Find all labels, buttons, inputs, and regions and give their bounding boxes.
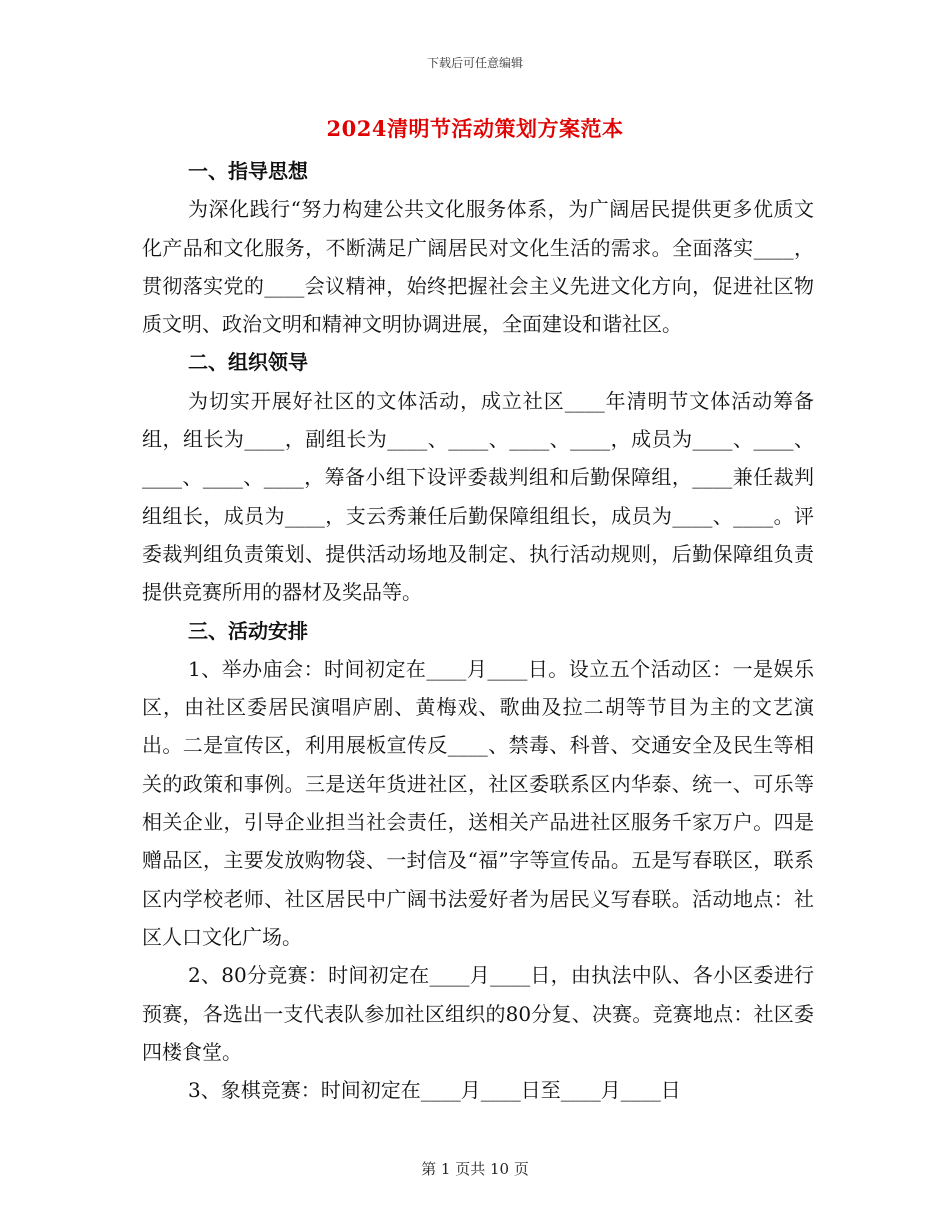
body-paragraph: 为切实开展好社区的文体活动，成立社区____年清明节文体活动筹备组，组长为____，副组长为____、____、____、____，成员为____、____、____、____、____，筹备小组下设评委裁判组和后勤保障组，____兼任裁判组组长，成员为____，支云秀兼任后勤保障组组长，成员为____、____。评委裁判组负责策划、提供活动场地及制定、执行活动规则，后勤保障组负责提供竞赛所用的器材及奖品等。: [142, 388, 814, 605]
page-footer: 第 1 页共 10 页: [421, 1160, 529, 1178]
body-paragraph: 为深化践行“努力构建公共文化服务体系，为广阔居民提供更多优质文化产品和文化服务，不断满足广阔居民对文化生活的需求。全面落实____，贯彻落实党的____会议精神，始终把握社会主义先进文化方向，促进社区物质文明、政治文明和精神文明协调进展，全面建设和谐社区。: [142, 197, 814, 337]
body-paragraph: 3、象棋竞赛：时间初定在____月____日至____月____日: [188, 1078, 681, 1103]
body-paragraph: 2、80分竞赛：时间初定在____月____日，由执法中队、各小区委进行预赛，各选出一支代表队参加社区组织的80分复、决赛。竞赛地点：社区委四楼食堂。: [142, 963, 814, 1064]
body-paragraph: 1、举办庙会：时间初定在____月____日。设立五个活动区：一是娱乐区，由社区委居民演唱庐剧、黄梅戏、歌曲及拉二胡等节目为主的文艺演出。二是宣传区，利用展板宣传反____、禁毒、科普、交通安全及民生等相关的政策和事例。三是送年货进社区，社区委联系区内华泰、统一、可乐等相关企业，引导企业担当社会责任，送相关产品进社区服务千家万户。四是赠品区，主要发放购物袋、一封信及“福”字等宣传品。五是写春联区，联系区内学校老师、社区居民中广阔书法爱好者为居民义写春联。活动地点：社区人口文化广场。: [142, 656, 814, 949]
section-heading: 二、组织领导: [188, 350, 308, 375]
document-body: [142, 152, 814, 1109]
document-title: 2024清明节活动策划方案范本: [326, 116, 624, 141]
section-heading: 一、指导思想: [188, 159, 308, 183]
section-heading: 三、活动安排: [188, 618, 308, 643]
header-note: 下载后可任意编辑: [426, 56, 523, 70]
